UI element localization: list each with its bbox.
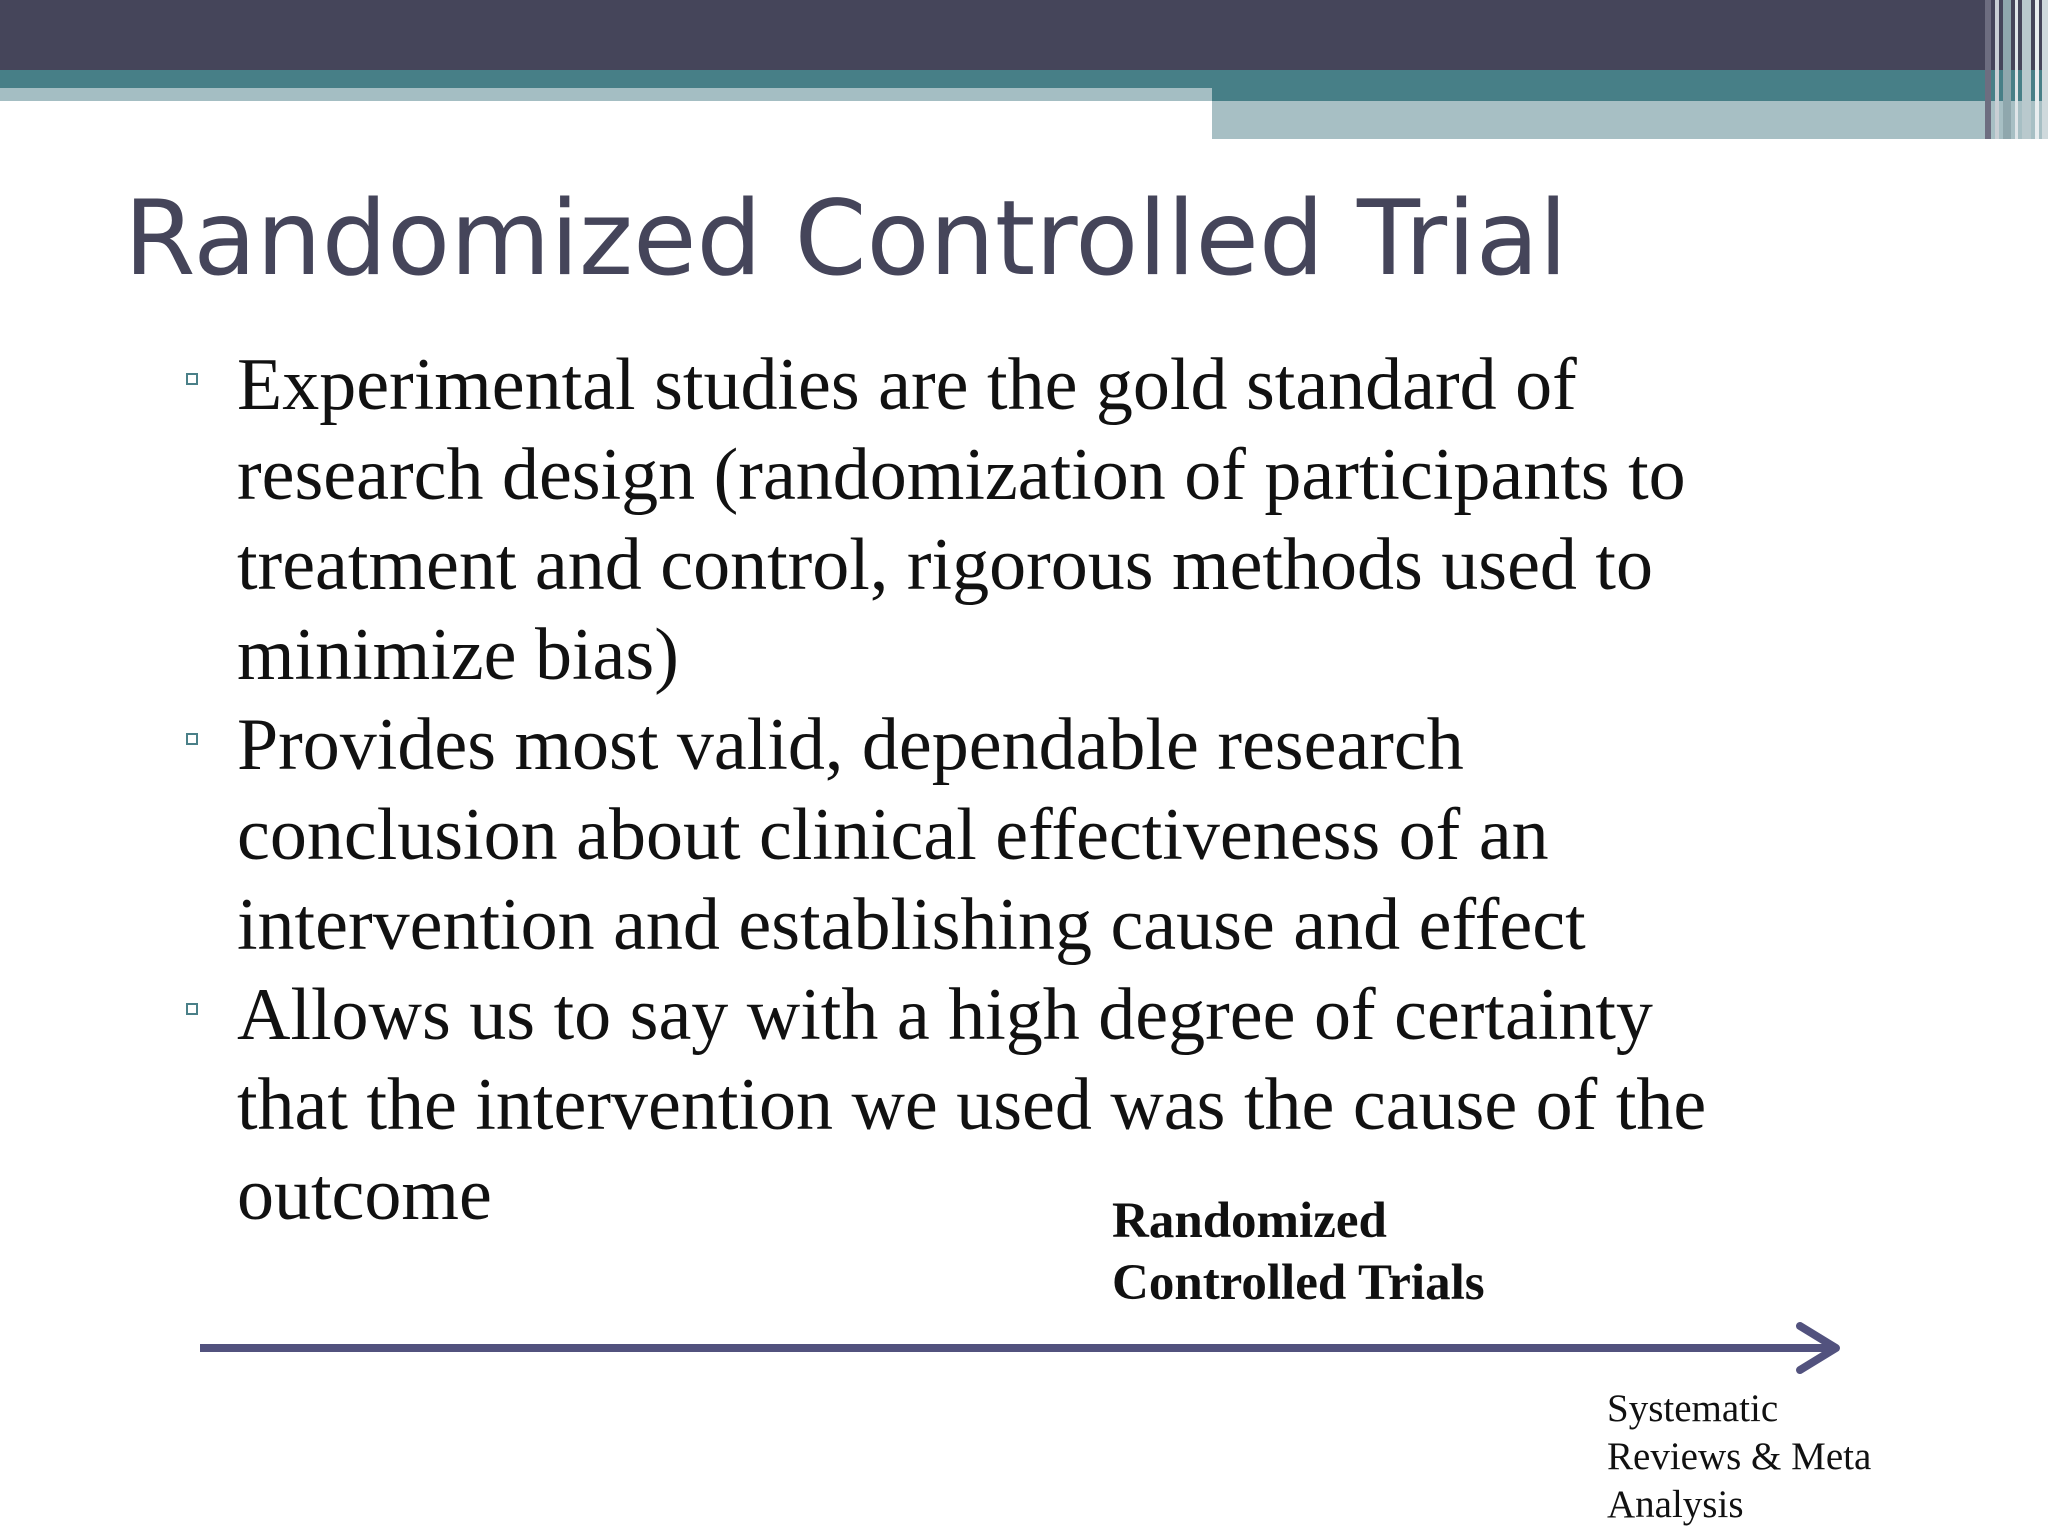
square-bullet-icon [186, 733, 198, 745]
bullet-item [182, 700, 1882, 970]
bullet-line: intervention and establishing cause and effect [237, 884, 1586, 966]
bullet-line: Experimental studies are the gold standard of [237, 344, 1577, 426]
bullet-line: treatment and control, rigorous methods used to [237, 524, 1653, 606]
header-band-light-right [1212, 101, 2048, 139]
right-arrow-icon [200, 1320, 1850, 1380]
square-bullet-icon [186, 1003, 198, 1015]
bullet-line: that the intervention we used was the cause of the [237, 1064, 1707, 1146]
square-bullet-icon [186, 373, 198, 385]
systematic-reviews-label [1607, 1385, 1871, 1529]
bullet-line: Allows us to say with a high degree of certainty [237, 974, 1653, 1056]
bullet-line: research design (randomization of participants to [237, 434, 1686, 516]
bullet-list [182, 340, 1882, 1240]
slide-title: Randomized Controlled Trial [124, 179, 1568, 299]
bullet-line: Provides most valid, dependable research [237, 704, 1464, 786]
rct-label-line: Controlled Trials [1112, 1255, 1485, 1311]
bullet-line: conclusion about clinical effectiveness of an [237, 794, 1549, 876]
bullet-item [182, 340, 1882, 700]
sr-label-line: Systematic [1607, 1387, 1779, 1430]
sr-label-line: Reviews & Meta [1607, 1435, 1872, 1478]
header-stripes [1985, 0, 2048, 139]
bullet-line: minimize bias) [237, 614, 679, 696]
header-band-dark [0, 0, 2048, 70]
sr-label-line: Analysis [1607, 1483, 1744, 1526]
header-band-light-left [0, 88, 1212, 101]
bullet-line: outcome [237, 1154, 492, 1236]
rct-label [1112, 1190, 1485, 1314]
bullet-item [182, 970, 1882, 1240]
rct-label-line: Randomized [1112, 1193, 1387, 1249]
